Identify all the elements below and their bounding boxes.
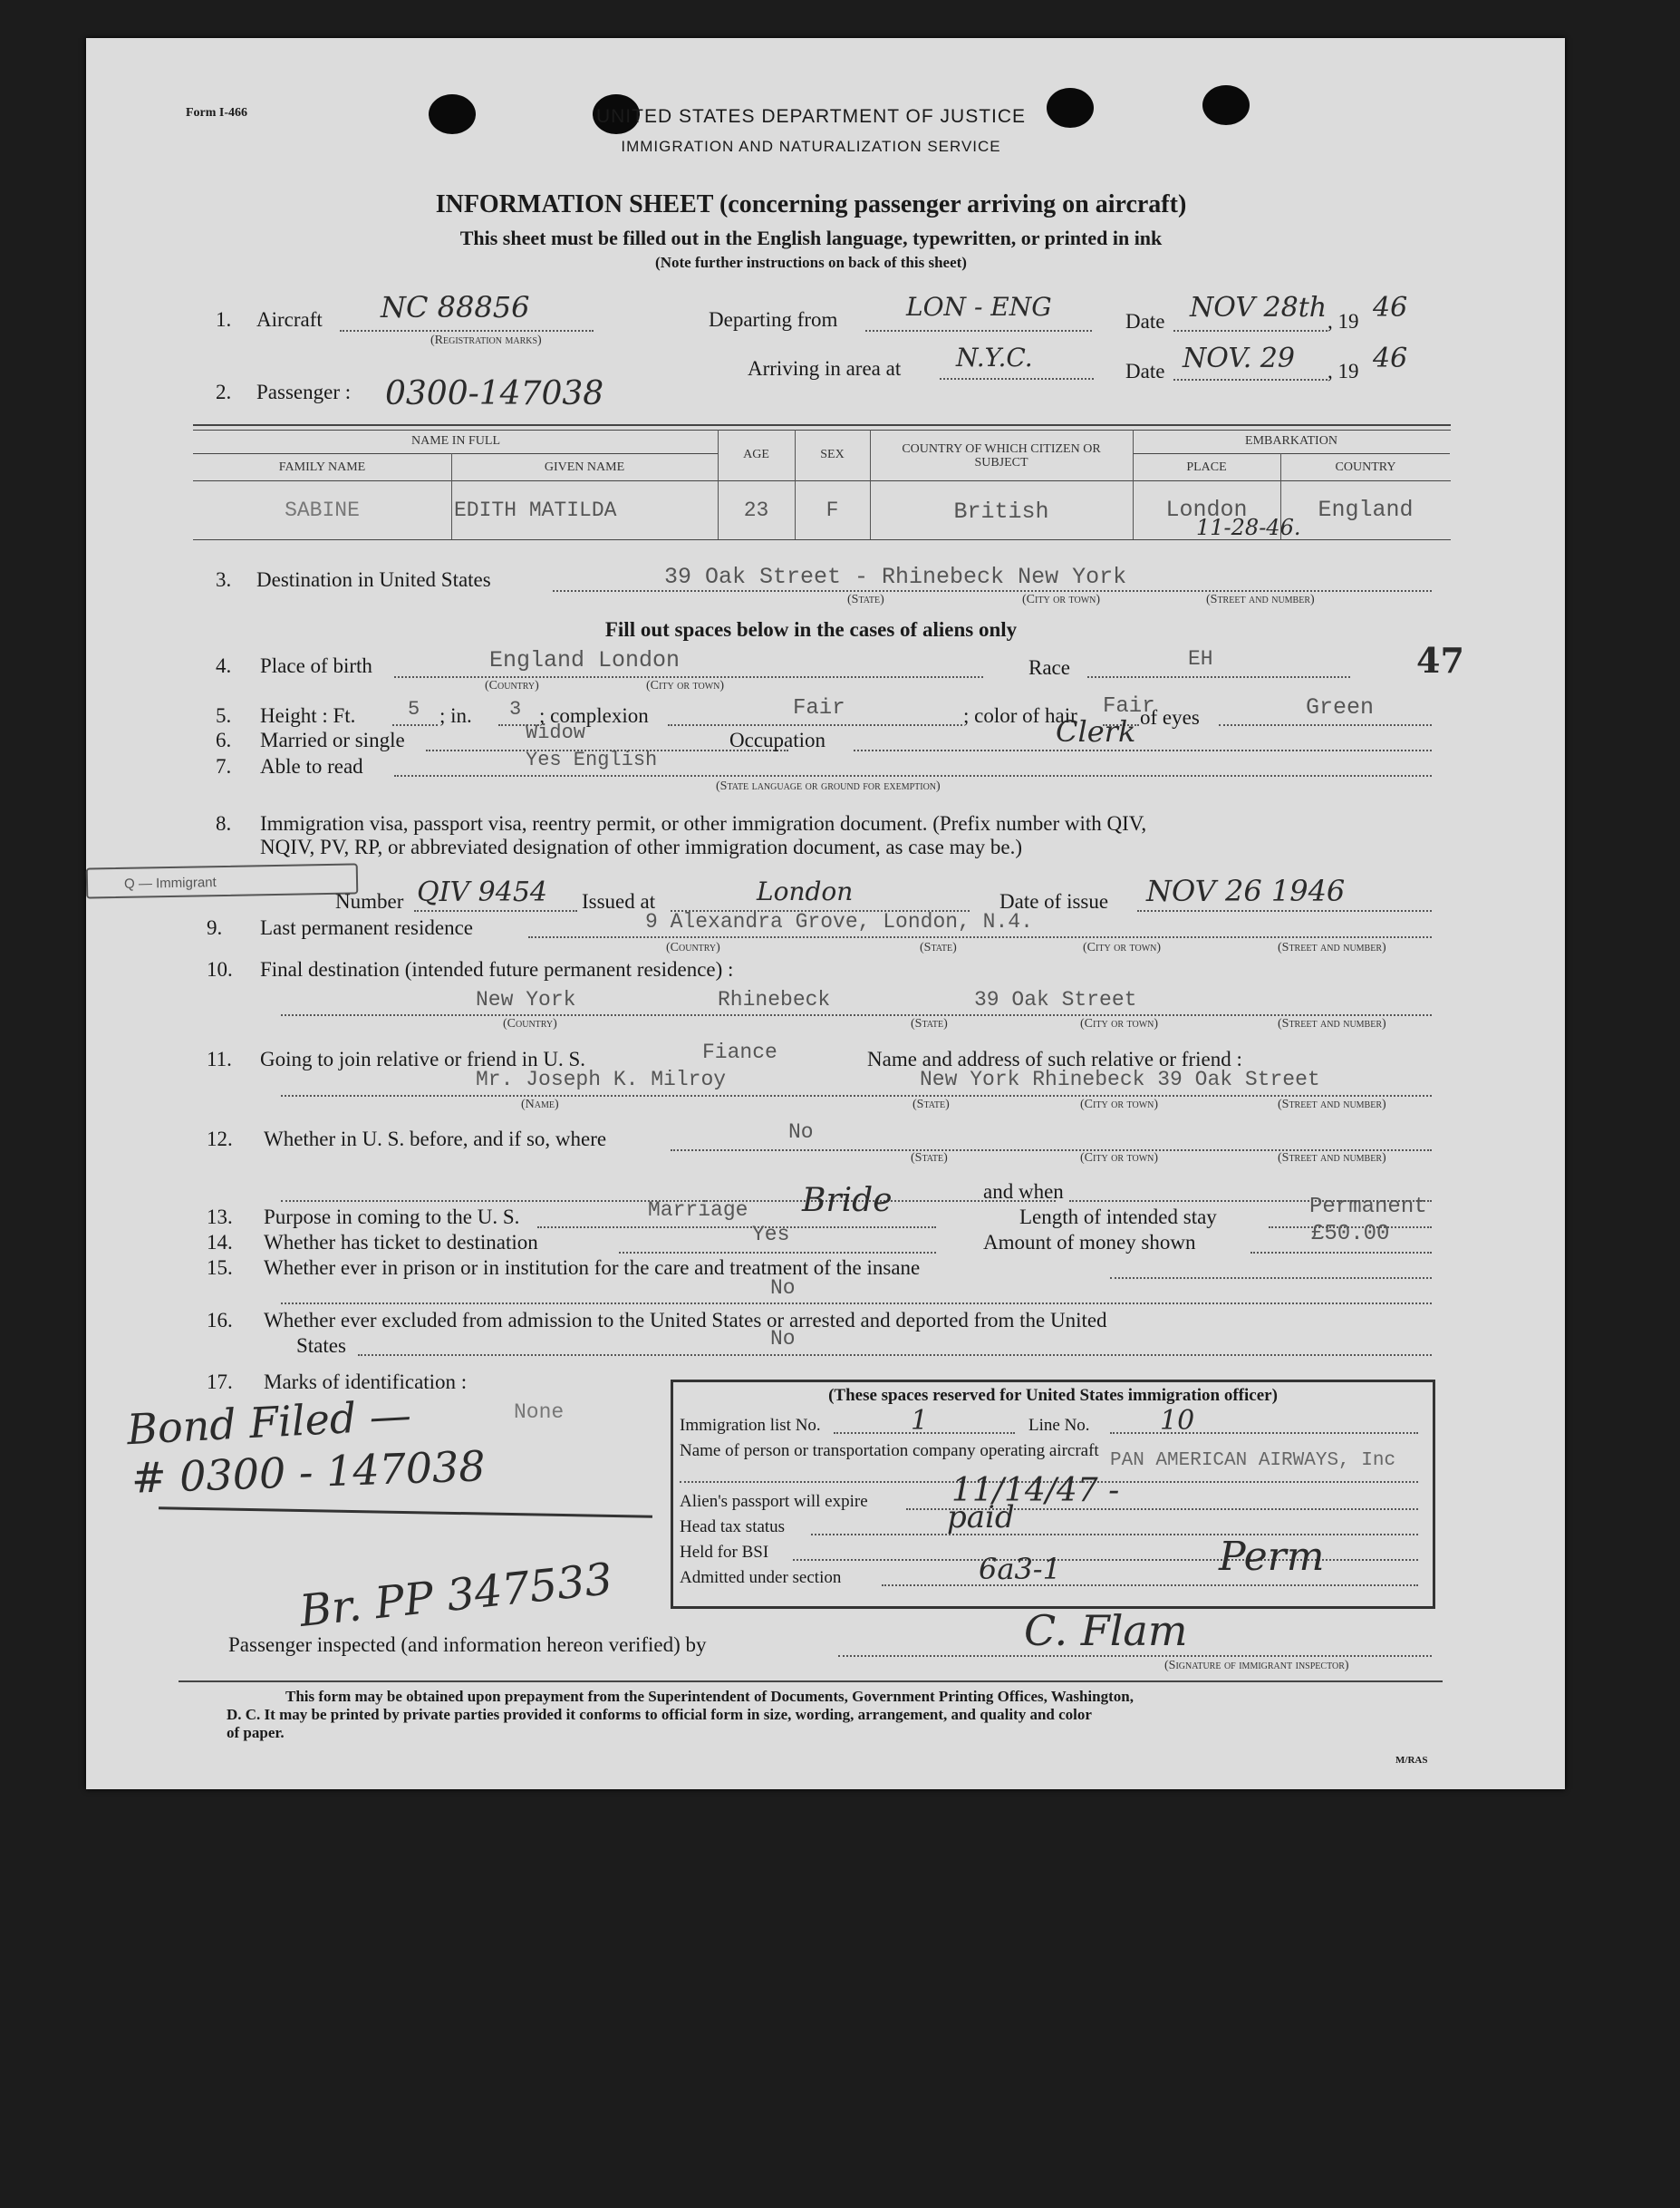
item-number: 2. bbox=[216, 381, 232, 403]
place-header: PLACE bbox=[1186, 460, 1227, 474]
item-number: 15. bbox=[207, 1256, 233, 1279]
final-destination-label: Final destination (intended future permanent residence) : bbox=[260, 958, 734, 981]
document-instruction: NQIV, PV, RP, or abbreviated designation of other immigration document, as case may be.) bbox=[260, 836, 1023, 858]
citizenship-header: COUNTRY OF WHICH CITIZEN OR SUBJECT bbox=[902, 442, 1101, 470]
arrival-year-value[interactable]: 46 bbox=[1373, 343, 1408, 374]
relation-value[interactable]: Fiance bbox=[702, 1041, 777, 1064]
item-number: 16. bbox=[207, 1309, 233, 1332]
field-caption: (City or town) bbox=[1083, 941, 1162, 954]
document-instruction: Immigration visa, passport visa, reentry permit, or other immigration document. (Prefix number with QIV, bbox=[260, 812, 1147, 835]
field-caption: (Country) bbox=[666, 941, 720, 954]
departing-label: Departing from bbox=[709, 308, 838, 331]
admitted-section-value[interactable]: 6a3-1 bbox=[979, 1552, 1061, 1586]
year-prefix: , 19 bbox=[1328, 360, 1359, 383]
year-prefix: , 19 bbox=[1328, 310, 1359, 333]
field-caption: (Country) bbox=[485, 679, 539, 692]
visa-number-value[interactable]: QIV 9454 bbox=[417, 876, 547, 908]
ticket-value[interactable]: Yes bbox=[752, 1223, 790, 1246]
immigration-list-label: Immigration list No. bbox=[680, 1416, 821, 1435]
final-street-value[interactable]: 39 Oak Street bbox=[974, 988, 1137, 1012]
item-number: 17. bbox=[207, 1370, 233, 1393]
item-number: 14. bbox=[207, 1231, 233, 1254]
field-caption: (State language or ground for exemption) bbox=[716, 780, 941, 793]
item-number: 5. bbox=[216, 704, 232, 727]
family-name-cell[interactable]: SABINE bbox=[285, 499, 360, 522]
marks-label: Marks of identification : bbox=[264, 1370, 468, 1393]
relative-name-value[interactable]: Mr. Joseph K. Milroy bbox=[476, 1068, 727, 1091]
field-caption: (Street and number) bbox=[1278, 1151, 1386, 1165]
occupation-value[interactable]: Clerk bbox=[1056, 714, 1136, 749]
given-name-cell[interactable]: EDITH MATILDA bbox=[454, 499, 617, 522]
age-header: AGE bbox=[743, 448, 769, 461]
item-number: 8. bbox=[216, 812, 232, 835]
passenger-label: Passenger : bbox=[256, 381, 352, 403]
arriving-label: Arriving in area at bbox=[748, 357, 902, 380]
field-caption: (State) bbox=[912, 1098, 950, 1111]
inspection-label: Passenger inspected (and information hereon verified) by bbox=[228, 1633, 707, 1656]
marital-value[interactable]: Widow bbox=[526, 721, 586, 744]
date-label: Date bbox=[1125, 310, 1165, 333]
date-label: Date bbox=[1125, 360, 1165, 383]
complexion-label: ; complexion bbox=[539, 704, 649, 727]
item-number: 1. bbox=[216, 308, 232, 331]
read-label: Able to read bbox=[260, 755, 363, 778]
prior-visit-label: Whether in U. S. before, and if so, where bbox=[264, 1128, 607, 1150]
eyes-value[interactable]: Green bbox=[1306, 694, 1375, 721]
field-caption: (City or town) bbox=[1080, 1098, 1159, 1111]
aircraft-value[interactable]: NC 88856 bbox=[381, 290, 530, 324]
punch-hole bbox=[1202, 85, 1250, 125]
prison-label: Whether ever in prison or in institution for the care and treatment of the insane bbox=[264, 1256, 921, 1279]
destination-value[interactable]: 39 Oak Street - Rhinebeck New York bbox=[664, 564, 1127, 590]
field-caption: (Street and number) bbox=[1278, 1098, 1386, 1111]
exclusion-label: Whether ever excluded from admission to the United States or arrested and deported from the United bbox=[264, 1309, 1107, 1332]
official-box-title: (These spaces reserved for United States immigration officer) bbox=[828, 1386, 1278, 1405]
visa-type-stamp: Q — Immigrant bbox=[86, 863, 359, 898]
departure-date-value[interactable]: NOV 28th bbox=[1190, 292, 1328, 324]
field-caption: (City or town) bbox=[1080, 1017, 1159, 1031]
embark-country-cell[interactable]: England bbox=[1318, 497, 1414, 523]
embark-country-header: COUNTRY bbox=[1335, 460, 1396, 474]
carrier-value[interactable]: PAN AMERICAN AIRWAYS, Inc bbox=[1110, 1450, 1396, 1471]
line-number-label: Line No. bbox=[1028, 1416, 1090, 1435]
height-feet-value[interactable]: 5 bbox=[408, 698, 420, 721]
final-state-value[interactable]: Rhinebeck bbox=[718, 988, 831, 1012]
passport-note: Br. PP 347533 bbox=[297, 1554, 615, 1637]
when-label: and when bbox=[983, 1180, 1064, 1203]
relative-address-value[interactable]: New York Rhinebeck 39 Oak Street bbox=[920, 1068, 1320, 1091]
citizenship-cell[interactable]: British bbox=[953, 499, 1049, 525]
bond-filed-note: Bond Filed — bbox=[125, 1390, 413, 1455]
field-caption: (Registration marks) bbox=[430, 334, 542, 347]
instruction-note: (Note further instructions on back of this sheet) bbox=[655, 254, 967, 271]
admitted-note: Perm bbox=[1219, 1534, 1325, 1580]
relative-name-label: Name and address of such relative or friend : bbox=[867, 1048, 1242, 1070]
item-number: 9. bbox=[207, 916, 223, 939]
field-caption: (Street and number) bbox=[1278, 1017, 1386, 1031]
line-number-value[interactable]: 10 bbox=[1160, 1405, 1195, 1437]
item-number: 13. bbox=[207, 1206, 233, 1228]
bond-number-note: # 0300 - 147038 bbox=[130, 1441, 487, 1503]
field-caption: (Country) bbox=[503, 1017, 557, 1031]
item-number: 11. bbox=[207, 1048, 232, 1070]
embarkation-header: EMBARKATION bbox=[1245, 434, 1337, 448]
issue-date-value[interactable]: NOV 26 1946 bbox=[1146, 874, 1346, 908]
prior-visit-value[interactable]: No bbox=[788, 1120, 814, 1144]
stay-value[interactable]: Permanent bbox=[1309, 1195, 1427, 1219]
read-value[interactable]: Yes English bbox=[526, 749, 658, 771]
eyes-label: of eyes bbox=[1140, 706, 1200, 729]
visa-number-label: Number bbox=[335, 890, 404, 913]
item-number: 12. bbox=[207, 1128, 233, 1150]
family-name-header: FAMILY NAME bbox=[278, 460, 366, 474]
join-relative-label: Going to join relative or friend in U. S. bbox=[260, 1048, 585, 1070]
hair-value[interactable]: Fair bbox=[1103, 694, 1155, 719]
field-caption: (Signature of immigrant inspector) bbox=[1164, 1659, 1349, 1672]
money-value[interactable]: £50.00 bbox=[1311, 1222, 1390, 1246]
arrival-date-value[interactable]: NOV. 29 bbox=[1183, 343, 1295, 374]
height-label: Height : Ft. bbox=[260, 704, 356, 727]
race-label: Race bbox=[1028, 656, 1070, 679]
prison-value[interactable]: No bbox=[770, 1276, 796, 1300]
admitted-section-label: Admitted under section bbox=[680, 1568, 842, 1587]
marital-label: Married or single bbox=[260, 729, 405, 751]
residence-value[interactable]: 9 Alexandra Grove, London, N.4. bbox=[645, 910, 1033, 934]
field-caption: (State) bbox=[920, 941, 957, 954]
height-inches-value[interactable]: 3 bbox=[509, 698, 522, 721]
issued-at-value[interactable]: London bbox=[757, 876, 854, 906]
service-name: IMMIGRATION AND NATURALIZATION SERVICE bbox=[621, 138, 1001, 155]
field-caption: (Name) bbox=[521, 1098, 559, 1111]
head-tax-value[interactable]: paid bbox=[947, 1499, 1015, 1535]
issued-at-label: Issued at bbox=[582, 890, 656, 913]
given-name-header: GIVEN NAME bbox=[544, 460, 625, 474]
exclusion-label-cont: States bbox=[296, 1334, 346, 1357]
field-caption: (Street and number) bbox=[1278, 941, 1386, 954]
field-caption: (City or town) bbox=[1080, 1151, 1159, 1165]
item-number: 6. bbox=[216, 729, 232, 751]
complexion-value[interactable]: Fair bbox=[793, 696, 845, 721]
departing-value[interactable]: LON - ENG bbox=[906, 292, 1052, 322]
item-number: 7. bbox=[216, 755, 232, 778]
margin-note: 47 bbox=[1416, 640, 1464, 681]
sex-header: SEX bbox=[820, 448, 845, 461]
inches-label: ; in. bbox=[439, 704, 472, 727]
ticket-label: Whether has ticket to destination bbox=[264, 1231, 538, 1254]
residence-label: Last permanent residence bbox=[260, 916, 473, 939]
embark-date-handwritten: 11-28-46. bbox=[1196, 515, 1301, 540]
aircraft-label: Aircraft bbox=[256, 308, 323, 331]
field-caption: (State) bbox=[911, 1017, 948, 1031]
passenger-value[interactable]: 0300-147038 bbox=[385, 375, 604, 412]
inspector-signature: C. Flam bbox=[1024, 1606, 1188, 1655]
birthplace-value[interactable]: England London bbox=[489, 647, 681, 673]
page-title: INFORMATION SHEET (concerning passenger arriving on aircraft) bbox=[435, 190, 1187, 218]
form-sheet bbox=[86, 38, 1565, 1789]
held-bsi-label: Held for BSI bbox=[680, 1543, 769, 1562]
punch-hole bbox=[429, 94, 476, 134]
stay-label: Length of intended stay bbox=[1019, 1206, 1217, 1228]
race-value[interactable]: EH bbox=[1188, 647, 1213, 671]
age-cell[interactable]: 23 bbox=[743, 499, 769, 522]
item-number: 3. bbox=[216, 568, 232, 591]
final-country-value[interactable]: New York bbox=[476, 988, 576, 1012]
occupation-label: Occupation bbox=[729, 729, 826, 751]
sex-cell[interactable]: F bbox=[826, 499, 839, 522]
item-number: 4. bbox=[216, 654, 232, 677]
item-number: 10. bbox=[207, 958, 233, 981]
destination-label: Destination in United States bbox=[256, 568, 491, 591]
field-caption: (City or town) bbox=[1022, 593, 1101, 606]
marks-value[interactable]: None bbox=[514, 1400, 565, 1424]
arriving-value[interactable]: N.Y.C. bbox=[956, 343, 1033, 373]
money-label: Amount of money shown bbox=[983, 1231, 1196, 1254]
field-caption: (Street and number) bbox=[1206, 593, 1315, 606]
issue-date-label: Date of issue bbox=[999, 890, 1109, 913]
carrier-label: Name of person or transportation company operating aircraft bbox=[680, 1441, 1099, 1460]
embark-place-cell[interactable]: London bbox=[1165, 497, 1248, 523]
passport-expire-label: Alien's passport will expire bbox=[680, 1492, 868, 1511]
form-number: Form I-466 bbox=[186, 106, 248, 120]
head-tax-label: Head tax status bbox=[680, 1517, 786, 1536]
name-in-full-header: NAME IN FULL bbox=[411, 434, 500, 448]
footer-text: This form may be obtained upon prepayment from the Superintendent of Documents, Government Printing Offices, Washington, bbox=[285, 1688, 1134, 1705]
instruction-line: This sheet must be filled out in the English language, typewritten, or printed in ink bbox=[459, 227, 1163, 249]
department-name: UNITED STATES DEPARTMENT OF JUSTICE bbox=[595, 106, 1027, 127]
field-caption: (State) bbox=[847, 593, 884, 606]
purpose-value[interactable]: Marriage bbox=[648, 1198, 748, 1222]
aliens-heading: Fill out spaces below in the cases of aliens only bbox=[604, 618, 1018, 641]
field-caption: (State) bbox=[911, 1151, 948, 1165]
purpose-handwritten: Bride bbox=[802, 1182, 893, 1219]
exclusion-value[interactable]: No bbox=[770, 1327, 796, 1351]
field-caption: (City or town) bbox=[646, 679, 725, 692]
hair-label: ; color of hair bbox=[963, 704, 1077, 727]
footer-text: of paper. bbox=[227, 1724, 285, 1741]
passport-expire-value[interactable]: 11/14/47 - bbox=[951, 1472, 1120, 1509]
departure-year-value[interactable]: 46 bbox=[1373, 292, 1408, 324]
corner-code: M/RAS bbox=[1395, 1755, 1428, 1766]
immigration-list-value[interactable]: 1 bbox=[911, 1405, 929, 1437]
purpose-label: Purpose in coming to the U. S. bbox=[264, 1206, 520, 1228]
birthplace-label: Place of birth bbox=[260, 654, 372, 677]
footer-text: D. C. It may be printed by private parties provided it conforms to official form in size, wording, arrangement, and quality and color bbox=[227, 1706, 1092, 1723]
